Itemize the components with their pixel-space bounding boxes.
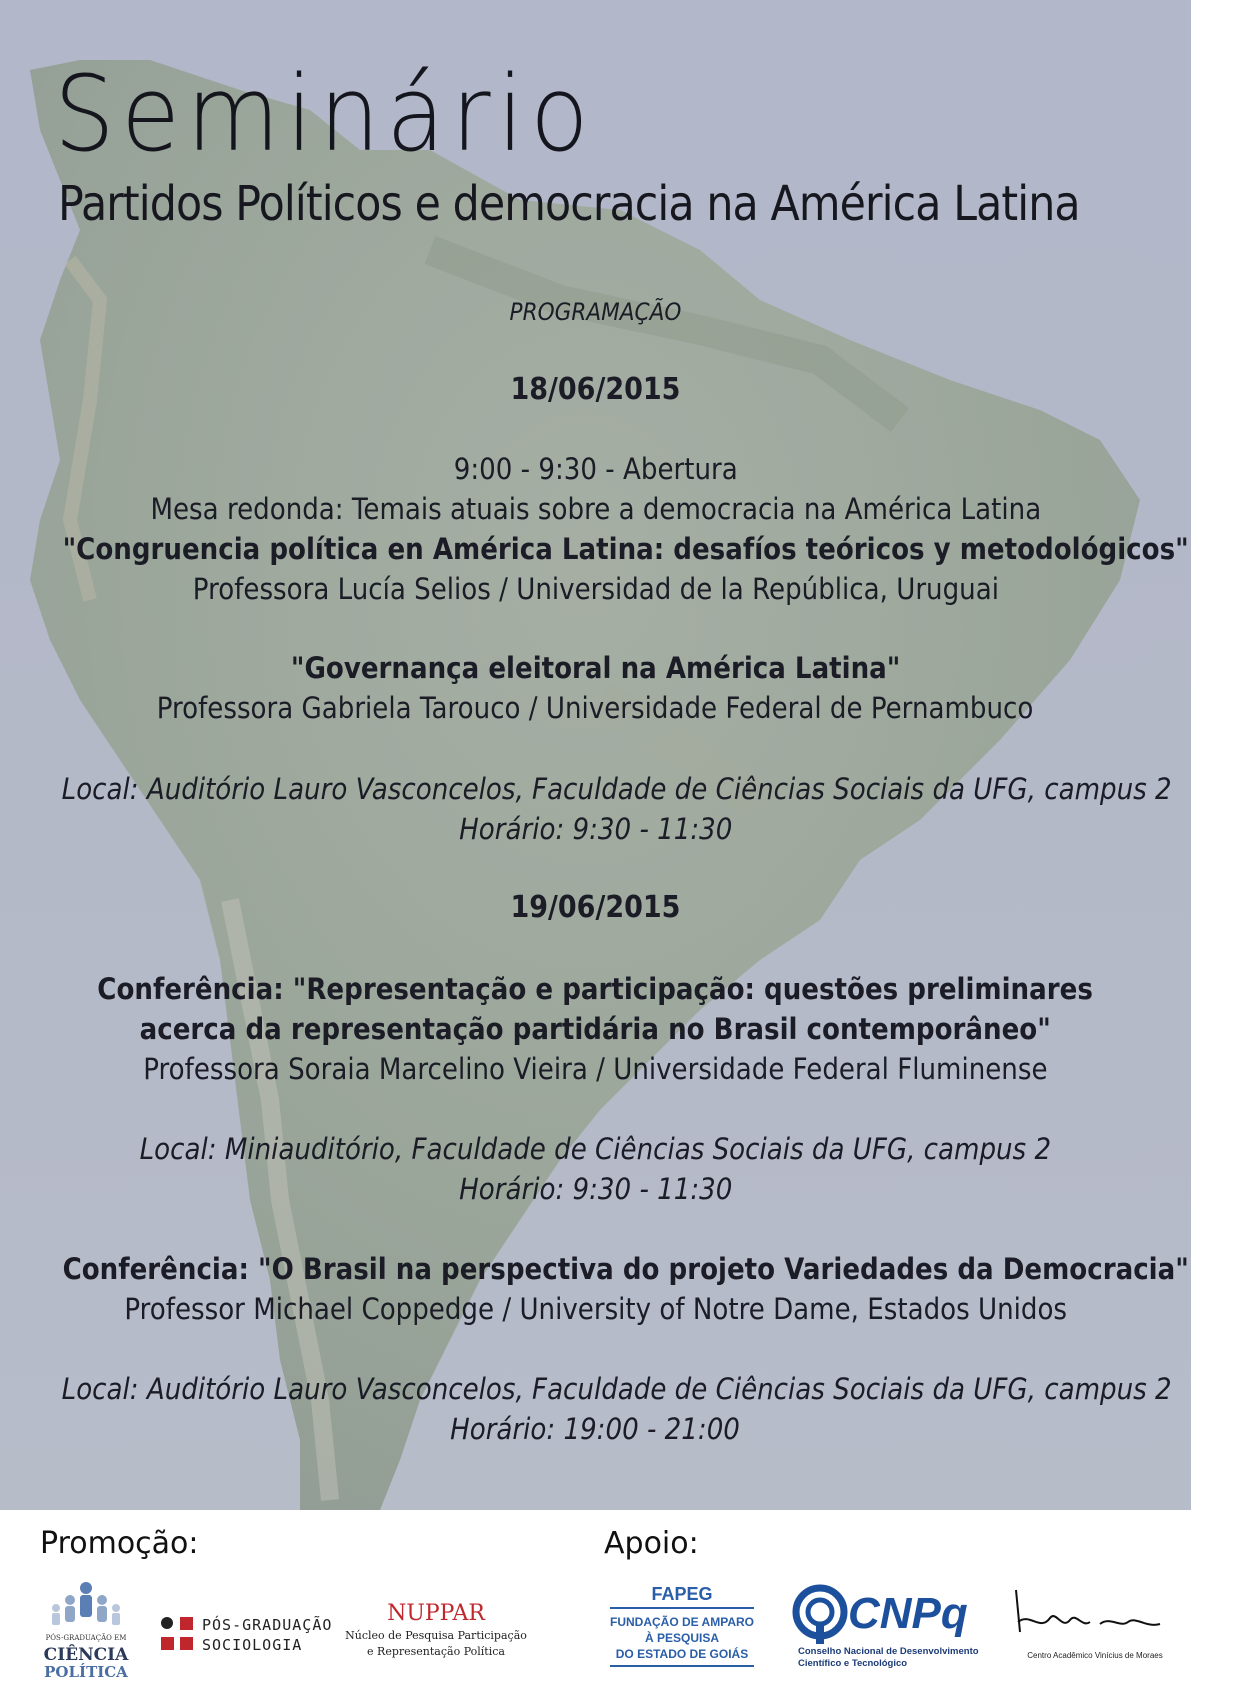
day1-opening: 9:00 - 9:30 - Abertura [453, 452, 738, 486]
day2-conf2-location: Local: Auditório Lauro Vasconcelos, Faculdade de Ciências Sociais da UFG, campus 2 [61, 1372, 1172, 1406]
day1-round-table: Mesa redonda: Temais atuais sobre a democracia na América Latina [150, 492, 1041, 526]
fapeg-logo [604, 1582, 764, 1678]
cnpq-emblem-icon [796, 1588, 844, 1644]
centro-academico-logo [1010, 1582, 1180, 1672]
day1-schedule: Horário: 9:30 - 11:30 [458, 812, 733, 846]
ciencia-politica-line3: POLÍTICA [44, 1663, 128, 1681]
day1-talk2-speaker: Professora Gabriela Tarouco / Universidade Federal de Pernambuco [157, 691, 1034, 725]
signature-icon [1016, 1590, 1160, 1632]
sociologia-logo [158, 1612, 348, 1662]
nuppar-logo [345, 1598, 527, 1668]
sociologia-line2: SOCIOLOGIA [202, 1636, 303, 1654]
nuppar-line1: Núcleo de Pesquisa Participação [345, 1629, 527, 1642]
day2-conf2-title: Conferência: "O Brasil na perspectiva do projeto Variedades da Democracia" [62, 1252, 1189, 1286]
sponsors-footer [0, 1510, 1191, 1708]
dots-squares-icon [161, 1617, 193, 1650]
cnpq-line2: Científico e Tecnológico [798, 1658, 908, 1669]
support-label: Apoio: [604, 1526, 699, 1561]
sociologia-line1: PÓS-GRADUAÇÃO [202, 1616, 333, 1634]
day2-conf2-speaker: Professor Michael Coppedge / University of Notre Dame, Estados Unidos [124, 1292, 1067, 1326]
event-title: Seminário [54, 53, 596, 175]
day1-talk1-title: "Congruencia política en América Latina: desafíos teóricos y metodológicos" [62, 532, 1189, 566]
day1-talk2-title: "Governança eleitoral na América Latina" [290, 651, 901, 685]
day1-talk1-speaker: Professora Lucía Selios / Universidad de la República, Uruguai [192, 572, 999, 606]
centro-academico-line1: Centro Acadêmico Vinícius de Moraes [1027, 1651, 1163, 1660]
event-subtitle: Partidos Políticos e democracia na América Latina [58, 176, 1080, 232]
cnpq-line1: Conselho Nacional de Desenvolvimento [798, 1646, 979, 1657]
day2-conf1-schedule: Horário: 9:30 - 11:30 [458, 1172, 733, 1206]
ciencia-politica-line2: CIÊNCIA [43, 1645, 129, 1665]
day2-conf1-location: Local: Miniauditório, Faculdade de Ciências Sociais da UFG, campus 2 [139, 1132, 1052, 1166]
ciencia-politica-logo [40, 1580, 132, 1700]
day1-date: 18/06/2015 [510, 372, 681, 407]
people-icon [52, 1582, 120, 1625]
day2-conf1-title-line1: Conferência: "Representação e participação: questões preliminares [97, 972, 1094, 1006]
day1-location: Local: Auditório Lauro Vasconcelos, Faculdade de Ciências Sociais da UFG, campus 2 [61, 772, 1172, 806]
nuppar-line2: e Representação Política [367, 1645, 505, 1658]
fapeg-line3: DO ESTADO DE GOIÁS [615, 1647, 749, 1661]
ciencia-politica-line1: PÓS-GRADUAÇÃO EM [45, 1634, 127, 1642]
day2-conf2-schedule: Horário: 19:00 - 21:00 [450, 1412, 741, 1446]
nuppar-name: NUPPAR [387, 1601, 485, 1626]
day2-conf1-title-line2: acerca da representação partidária no Brasil contemporâneo" [139, 1012, 1052, 1046]
program-label: PROGRAMAÇÃO [509, 298, 682, 326]
fapeg-name: FAPEG [651, 1584, 713, 1604]
fapeg-line2: À PESQUISA [644, 1631, 720, 1645]
day2-conf1-speaker: Professora Soraia Marcelino Vieira / Universidade Federal Fluminense [143, 1052, 1048, 1086]
fapeg-line1: FUNDAÇÃO DE AMPARO [610, 1615, 754, 1629]
day2-date: 19/06/2015 [510, 890, 681, 925]
promotion-label: Promoção: [40, 1526, 199, 1561]
cnpq-logo [790, 1582, 990, 1672]
cnpq-name: CNPq [848, 1589, 968, 1638]
